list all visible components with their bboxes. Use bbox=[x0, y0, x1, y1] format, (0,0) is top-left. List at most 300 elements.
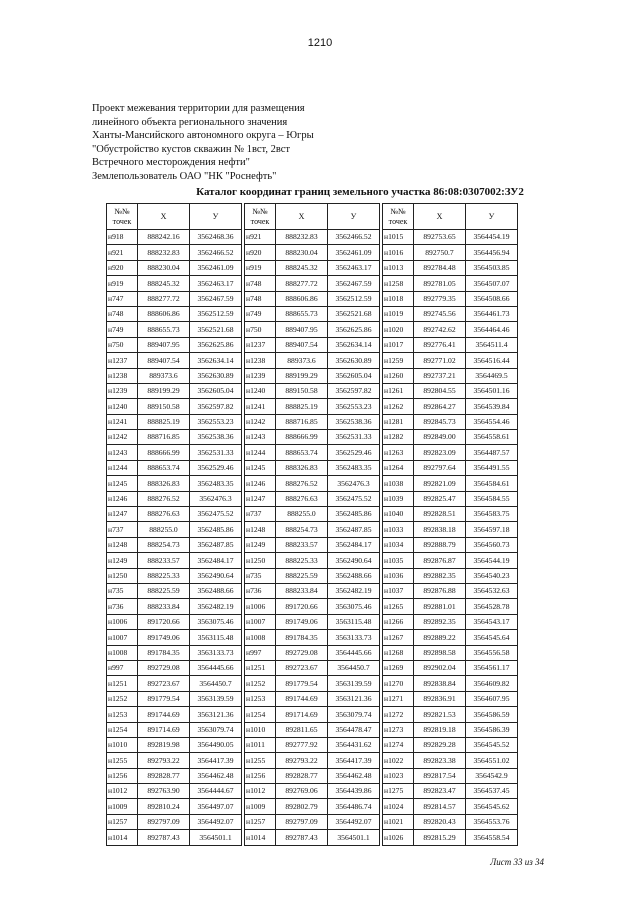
y-cell: 3564492.07 bbox=[328, 814, 380, 829]
point-cell: н1240 bbox=[245, 383, 276, 398]
y-cell: 3564551.02 bbox=[466, 753, 518, 768]
point-column-header bbox=[383, 204, 414, 230]
point-cell: н1253 bbox=[245, 691, 276, 706]
y-cell: 3562605.04 bbox=[190, 383, 242, 398]
table-row bbox=[383, 260, 518, 275]
y-cell: 3564561.17 bbox=[466, 660, 518, 675]
point-cell: н1282 bbox=[383, 430, 414, 445]
x-cell: 888716.85 bbox=[138, 430, 190, 445]
x-cell: 888326.83 bbox=[138, 476, 190, 491]
table-row bbox=[383, 476, 518, 491]
x-cell: 892838.18 bbox=[414, 522, 466, 537]
x-cell: 889407.54 bbox=[276, 337, 328, 352]
point-cell: н1281 bbox=[383, 414, 414, 429]
x-cell: 889150.58 bbox=[276, 383, 328, 398]
table-row bbox=[245, 645, 380, 660]
header-text: №№ bbox=[114, 206, 130, 216]
table-row bbox=[383, 399, 518, 414]
point-cell: н1017 bbox=[383, 337, 414, 352]
point-cell: н1258 bbox=[383, 276, 414, 291]
x-cell: 891744.69 bbox=[138, 707, 190, 722]
table-row bbox=[245, 753, 380, 768]
table-row bbox=[107, 537, 242, 552]
table-row bbox=[107, 814, 242, 829]
table-row bbox=[107, 245, 242, 260]
table-row bbox=[107, 322, 242, 337]
table-row bbox=[107, 599, 242, 614]
x-cell: 892797.09 bbox=[276, 814, 328, 829]
table-row bbox=[383, 753, 518, 768]
y-cell: 3563115.48 bbox=[328, 614, 380, 629]
y-column-header: У bbox=[190, 204, 242, 230]
x-cell: 892902.04 bbox=[414, 660, 466, 675]
table-row bbox=[383, 722, 518, 737]
table-row bbox=[245, 291, 380, 306]
table-row bbox=[107, 630, 242, 645]
point-cell: н1250 bbox=[245, 553, 276, 568]
x-cell: 892769.06 bbox=[276, 784, 328, 799]
point-cell: н1237 bbox=[245, 337, 276, 352]
point-cell: н1264 bbox=[383, 460, 414, 475]
point-cell: н1040 bbox=[383, 507, 414, 522]
table-row bbox=[107, 368, 242, 383]
x-cell: 889373.6 bbox=[276, 353, 328, 368]
point-cell: н1270 bbox=[383, 676, 414, 691]
table-row bbox=[383, 768, 518, 783]
y-cell: 3562475.52 bbox=[190, 507, 242, 522]
table-row bbox=[107, 707, 242, 722]
table-row bbox=[383, 660, 518, 675]
table-row bbox=[107, 614, 242, 629]
header-text: точек bbox=[250, 216, 270, 226]
x-cell: 888233.57 bbox=[276, 537, 328, 552]
x-cell: 892828.77 bbox=[138, 768, 190, 783]
x-cell: 892797.64 bbox=[414, 460, 466, 475]
point-cell: н1257 bbox=[107, 814, 138, 829]
table-row bbox=[245, 414, 380, 429]
point-cell: н1035 bbox=[383, 553, 414, 568]
x-cell: 888655.73 bbox=[276, 306, 328, 321]
page-number: 1210 bbox=[307, 37, 333, 49]
point-cell: н1008 bbox=[245, 630, 276, 645]
coordinate-table bbox=[106, 203, 242, 846]
y-cell: 3564497.07 bbox=[190, 799, 242, 814]
y-cell: 3564462.48 bbox=[328, 768, 380, 783]
y-cell: 3562466.52 bbox=[328, 230, 380, 245]
y-cell: 3562483.35 bbox=[190, 476, 242, 491]
y-cell: 3564490.05 bbox=[190, 737, 242, 752]
y-cell: 3564486.74 bbox=[328, 799, 380, 814]
x-cell: 892864.27 bbox=[414, 399, 466, 414]
point-cell: н748 bbox=[107, 306, 138, 321]
y-cell: 3564542.9 bbox=[466, 768, 518, 783]
table-row bbox=[383, 430, 518, 445]
y-cell: 3562529.46 bbox=[328, 445, 380, 460]
table-row bbox=[107, 553, 242, 568]
x-cell: 892876.87 bbox=[414, 553, 466, 568]
y-cell: 3562521.68 bbox=[328, 306, 380, 321]
y-cell: 3563139.59 bbox=[190, 691, 242, 706]
y-cell: 3562476.3 bbox=[190, 491, 242, 506]
table-row bbox=[107, 830, 242, 845]
x-cell: 892882.35 bbox=[414, 568, 466, 583]
y-cell: 3563133.73 bbox=[328, 630, 380, 645]
y-cell: 3562488.66 bbox=[190, 583, 242, 598]
x-cell: 888666.99 bbox=[138, 445, 190, 460]
table-row bbox=[245, 768, 380, 783]
table-row bbox=[383, 799, 518, 814]
x-cell: 892723.67 bbox=[276, 660, 328, 675]
x-cell: 888277.72 bbox=[138, 291, 190, 306]
table-row bbox=[245, 383, 380, 398]
point-cell: н1246 bbox=[107, 491, 138, 506]
y-cell: 3564439.86 bbox=[328, 784, 380, 799]
x-cell: 892898.58 bbox=[414, 645, 466, 660]
x-cell: 892781.05 bbox=[414, 276, 466, 291]
document-header bbox=[92, 102, 512, 183]
y-cell: 3562531.33 bbox=[328, 430, 380, 445]
point-cell: н1036 bbox=[383, 568, 414, 583]
x-cell: 888326.83 bbox=[276, 460, 328, 475]
table-row bbox=[383, 368, 518, 383]
x-cell: 888230.04 bbox=[276, 245, 328, 260]
y-cell: 3562467.59 bbox=[190, 291, 242, 306]
table-row bbox=[107, 276, 242, 291]
table-row bbox=[245, 583, 380, 598]
table-row bbox=[383, 737, 518, 752]
table-row bbox=[107, 753, 242, 768]
header-line: Ханты-Мансийского автономного округа – Югры bbox=[92, 130, 314, 141]
y-cell: 3562597.82 bbox=[190, 399, 242, 414]
x-cell: 892771.02 bbox=[414, 353, 466, 368]
table-row bbox=[383, 630, 518, 645]
table-row bbox=[107, 399, 242, 414]
x-cell: 888655.73 bbox=[138, 322, 190, 337]
x-cell: 892787.43 bbox=[276, 830, 328, 845]
point-cell: н748 bbox=[245, 276, 276, 291]
y-cell: 3562553.23 bbox=[190, 414, 242, 429]
table-row bbox=[245, 660, 380, 675]
y-column-header: У bbox=[466, 204, 518, 230]
y-cell: 3562485.86 bbox=[328, 507, 380, 522]
y-cell: 3562625.86 bbox=[328, 322, 380, 337]
x-cell: 888225.59 bbox=[276, 568, 328, 583]
table-row bbox=[383, 522, 518, 537]
point-cell: н750 bbox=[245, 322, 276, 337]
point-cell: н1253 bbox=[107, 707, 138, 722]
y-cell: 3562463.17 bbox=[328, 260, 380, 275]
point-cell: н1008 bbox=[107, 645, 138, 660]
y-cell: 3564584.61 bbox=[466, 476, 518, 491]
x-cell: 892815.29 bbox=[414, 830, 466, 845]
x-cell: 888245.32 bbox=[276, 260, 328, 275]
point-cell: н1275 bbox=[383, 784, 414, 799]
x-cell: 889150.58 bbox=[138, 399, 190, 414]
point-cell: н1263 bbox=[383, 445, 414, 460]
x-cell: 888255.0 bbox=[276, 507, 328, 522]
y-cell: 3564478.47 bbox=[328, 722, 380, 737]
x-cell: 892819.98 bbox=[138, 737, 190, 752]
y-cell: 3562490.64 bbox=[190, 568, 242, 583]
y-cell: 3564501.1 bbox=[328, 830, 380, 845]
header-line: Встречного месторождения нефти" bbox=[92, 157, 250, 168]
y-cell: 3562531.33 bbox=[190, 445, 242, 460]
table-row bbox=[245, 276, 380, 291]
point-cell: н1243 bbox=[245, 430, 276, 445]
point-cell: н737 bbox=[245, 507, 276, 522]
table-row bbox=[245, 476, 380, 491]
y-cell: 3564584.55 bbox=[466, 491, 518, 506]
x-cell: 892784.48 bbox=[414, 260, 466, 275]
x-cell: 892787.43 bbox=[138, 830, 190, 845]
coordinate-tables bbox=[106, 203, 518, 846]
point-cell: н1014 bbox=[107, 830, 138, 845]
y-cell: 3564507.07 bbox=[466, 276, 518, 291]
table-row bbox=[383, 276, 518, 291]
point-cell: н749 bbox=[245, 306, 276, 321]
y-cell: 3564545.64 bbox=[466, 630, 518, 645]
point-cell: н1246 bbox=[245, 476, 276, 491]
point-cell: н1259 bbox=[383, 353, 414, 368]
x-cell: 891784.35 bbox=[138, 645, 190, 660]
point-cell: н1249 bbox=[107, 553, 138, 568]
y-cell: 3564586.59 bbox=[466, 707, 518, 722]
table-row bbox=[383, 353, 518, 368]
y-cell: 3564417.39 bbox=[328, 753, 380, 768]
table-row bbox=[383, 568, 518, 583]
point-cell: н736 bbox=[107, 599, 138, 614]
y-cell: 3562521.68 bbox=[190, 322, 242, 337]
table-row bbox=[107, 353, 242, 368]
x-cell: 888233.84 bbox=[138, 599, 190, 614]
point-cell: н1239 bbox=[107, 383, 138, 398]
y-cell: 3562490.64 bbox=[328, 553, 380, 568]
x-column-header: X bbox=[276, 204, 328, 230]
point-cell: н921 bbox=[107, 245, 138, 260]
x-cell: 892729.08 bbox=[138, 660, 190, 675]
point-cell: н1257 bbox=[245, 814, 276, 829]
x-cell: 888242.16 bbox=[138, 230, 190, 245]
y-cell: 3562538.36 bbox=[328, 414, 380, 429]
table-header-row bbox=[107, 204, 242, 230]
x-cell: 888653.74 bbox=[138, 460, 190, 475]
point-cell: н1254 bbox=[245, 707, 276, 722]
y-cell: 3562597.82 bbox=[328, 383, 380, 398]
y-cell: 3564450.7 bbox=[190, 676, 242, 691]
table-header-row bbox=[245, 204, 380, 230]
y-cell: 3562482.19 bbox=[328, 583, 380, 598]
table-row bbox=[245, 676, 380, 691]
table-row bbox=[245, 737, 380, 752]
y-cell: 3564464.46 bbox=[466, 322, 518, 337]
point-cell: н1241 bbox=[107, 414, 138, 429]
x-cell: 892820.43 bbox=[414, 814, 466, 829]
point-cell: н1039 bbox=[383, 491, 414, 506]
x-cell: 892825.47 bbox=[414, 491, 466, 506]
y-cell: 3564461.73 bbox=[466, 306, 518, 321]
y-cell: 3562476.3 bbox=[328, 476, 380, 491]
y-cell: 3563079.74 bbox=[190, 722, 242, 737]
table-row bbox=[383, 507, 518, 522]
table-row bbox=[245, 614, 380, 629]
y-cell: 3564417.39 bbox=[190, 753, 242, 768]
x-cell: 888276.63 bbox=[276, 491, 328, 506]
x-cell: 888606.86 bbox=[138, 306, 190, 321]
point-cell: н1020 bbox=[383, 322, 414, 337]
x-cell: 892821.09 bbox=[414, 476, 466, 491]
y-cell: 3564508.66 bbox=[466, 291, 518, 306]
y-cell: 3564586.39 bbox=[466, 722, 518, 737]
point-cell: н1014 bbox=[245, 830, 276, 845]
y-cell: 3562605.04 bbox=[328, 368, 380, 383]
point-cell: н1244 bbox=[107, 460, 138, 475]
table-row bbox=[245, 507, 380, 522]
y-cell: 3562634.14 bbox=[190, 353, 242, 368]
table-row bbox=[383, 553, 518, 568]
table-row bbox=[107, 445, 242, 460]
point-cell: н1026 bbox=[383, 830, 414, 845]
x-cell: 888276.52 bbox=[138, 491, 190, 506]
table-row bbox=[107, 737, 242, 752]
table-row bbox=[245, 830, 380, 845]
point-cell: н1268 bbox=[383, 645, 414, 660]
table-row bbox=[245, 306, 380, 321]
point-cell: н1033 bbox=[383, 522, 414, 537]
y-cell: 3564558.54 bbox=[466, 830, 518, 845]
x-cell: 892819.18 bbox=[414, 722, 466, 737]
table-row bbox=[245, 230, 380, 245]
x-cell: 892828.77 bbox=[276, 768, 328, 783]
point-cell: н1018 bbox=[383, 291, 414, 306]
header-text: №№ bbox=[252, 206, 268, 216]
y-cell: 3564545.52 bbox=[466, 737, 518, 752]
catalog-title: Каталог координат границ земельного участка 86:08:0307002:ЗУ2 bbox=[196, 186, 524, 198]
x-cell: 892823.09 bbox=[414, 445, 466, 460]
x-cell: 892838.84 bbox=[414, 676, 466, 691]
table-row bbox=[383, 245, 518, 260]
point-cell: н1242 bbox=[245, 414, 276, 429]
point-cell: н1240 bbox=[107, 399, 138, 414]
point-cell: н1009 bbox=[245, 799, 276, 814]
table-row bbox=[383, 383, 518, 398]
table-row bbox=[245, 337, 380, 352]
y-cell: 3564553.76 bbox=[466, 814, 518, 829]
table-row bbox=[245, 568, 380, 583]
x-cell: 888606.86 bbox=[276, 291, 328, 306]
point-cell: н1260 bbox=[383, 368, 414, 383]
point-cell: н749 bbox=[107, 322, 138, 337]
point-cell: н1248 bbox=[245, 522, 276, 537]
y-cell: 3564501.16 bbox=[466, 383, 518, 398]
y-cell: 3562483.35 bbox=[328, 460, 380, 475]
point-cell: н1256 bbox=[245, 768, 276, 783]
table-row bbox=[245, 245, 380, 260]
x-cell: 892836.91 bbox=[414, 691, 466, 706]
table-row bbox=[245, 599, 380, 614]
y-cell: 3562484.17 bbox=[328, 537, 380, 552]
y-cell: 3562634.14 bbox=[328, 337, 380, 352]
x-cell: 892804.55 bbox=[414, 383, 466, 398]
x-cell: 888225.33 bbox=[138, 568, 190, 583]
header-line: "Обустройство кустов скважин № 1вст, 2вст bbox=[92, 143, 290, 155]
y-cell: 3562484.17 bbox=[190, 553, 242, 568]
point-cell: н1266 bbox=[383, 614, 414, 629]
x-cell: 892889.22 bbox=[414, 630, 466, 645]
y-cell: 3562625.86 bbox=[190, 337, 242, 352]
table-row bbox=[383, 830, 518, 845]
x-cell: 888225.33 bbox=[276, 553, 328, 568]
table-row bbox=[383, 230, 518, 245]
point-cell: н1238 bbox=[245, 353, 276, 368]
point-cell: н1239 bbox=[245, 368, 276, 383]
point-cell: н1238 bbox=[107, 368, 138, 383]
y-cell: 3564454.19 bbox=[466, 230, 518, 245]
y-cell: 3562487.85 bbox=[190, 537, 242, 552]
point-cell: н1037 bbox=[383, 583, 414, 598]
y-cell: 3564462.48 bbox=[190, 768, 242, 783]
point-cell: н920 bbox=[107, 260, 138, 275]
point-cell: н1007 bbox=[107, 630, 138, 645]
x-cell: 888232.83 bbox=[276, 230, 328, 245]
y-cell: 3564503.85 bbox=[466, 260, 518, 275]
x-cell: 888254.73 bbox=[138, 537, 190, 552]
x-cell: 891784.35 bbox=[276, 630, 328, 645]
point-cell: н1271 bbox=[383, 691, 414, 706]
y-cell: 3564450.7 bbox=[328, 660, 380, 675]
y-cell: 3563075.46 bbox=[328, 599, 380, 614]
point-cell: н1243 bbox=[107, 445, 138, 460]
table-row bbox=[245, 430, 380, 445]
point-cell: н735 bbox=[107, 583, 138, 598]
y-cell: 3562538.36 bbox=[190, 430, 242, 445]
point-cell: н919 bbox=[245, 260, 276, 275]
x-cell: 889407.95 bbox=[138, 337, 190, 352]
y-cell: 3562630.89 bbox=[328, 353, 380, 368]
table-row bbox=[107, 522, 242, 537]
x-cell: 892779.35 bbox=[414, 291, 466, 306]
y-cell: 3564528.78 bbox=[466, 599, 518, 614]
x-cell: 892849.00 bbox=[414, 430, 466, 445]
table-row bbox=[107, 430, 242, 445]
point-cell: н1022 bbox=[383, 753, 414, 768]
y-cell: 3564609.82 bbox=[466, 676, 518, 691]
point-cell: н1265 bbox=[383, 599, 414, 614]
y-cell: 3562512.59 bbox=[328, 291, 380, 306]
point-cell: н735 bbox=[245, 568, 276, 583]
x-cell: 892776.41 bbox=[414, 337, 466, 352]
table-row bbox=[107, 291, 242, 306]
y-cell: 3564597.18 bbox=[466, 522, 518, 537]
point-cell: н747 bbox=[107, 291, 138, 306]
x-cell: 888716.85 bbox=[276, 414, 328, 429]
point-cell: н1241 bbox=[245, 399, 276, 414]
point-cell: н1245 bbox=[245, 460, 276, 475]
x-cell: 891749.06 bbox=[138, 630, 190, 645]
table-header-row bbox=[383, 204, 518, 230]
table-row bbox=[245, 784, 380, 799]
y-cell: 3564445.66 bbox=[190, 660, 242, 675]
x-cell: 892876.88 bbox=[414, 583, 466, 598]
y-cell: 3564540.23 bbox=[466, 568, 518, 583]
x-cell: 888233.84 bbox=[276, 583, 328, 598]
x-cell: 888233.57 bbox=[138, 553, 190, 568]
y-cell: 3562466.52 bbox=[190, 245, 242, 260]
table-row bbox=[383, 337, 518, 352]
table-row bbox=[107, 722, 242, 737]
table-row bbox=[383, 583, 518, 598]
x-cell: 891714.69 bbox=[138, 722, 190, 737]
y-cell: 3564456.94 bbox=[466, 245, 518, 260]
